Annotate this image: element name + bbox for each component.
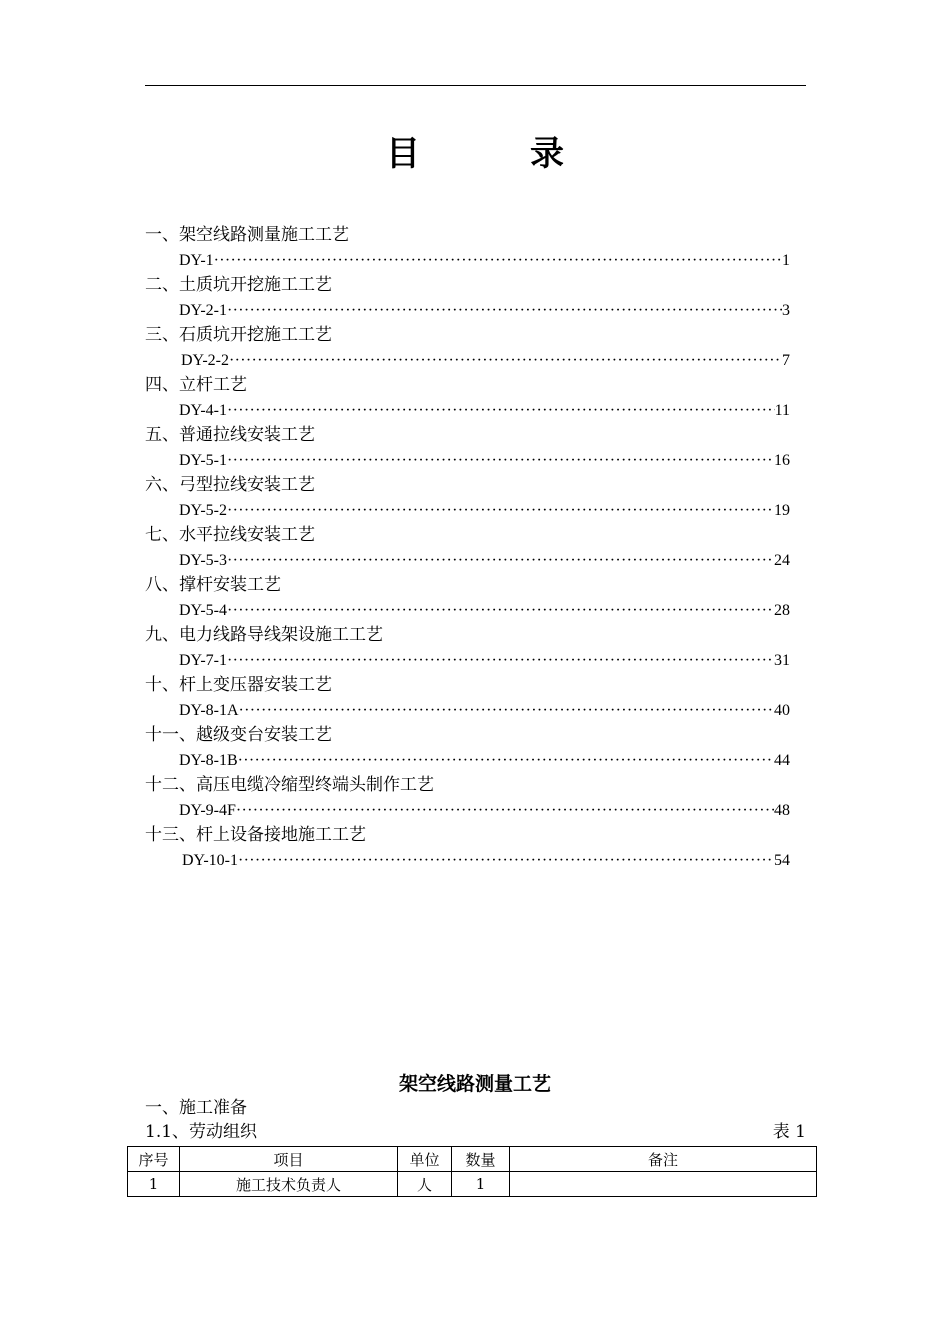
toc-heading: 二、土质坑开挖施工工艺 (145, 275, 332, 295)
toc-code-line (145, 248, 790, 273)
toc-entry[interactable] (145, 223, 790, 273)
table-header-row (128, 1147, 817, 1172)
toc-entry[interactable] (145, 723, 790, 773)
toc-leader-dots (214, 248, 782, 273)
table-cell: 施工技术负责人 (180, 1172, 398, 1197)
toc-heading: 十二、高压电缆冷缩型终端头制作工艺 (145, 775, 434, 795)
toc-page-number: 31 (774, 652, 790, 669)
toc-entry[interactable] (145, 423, 790, 473)
toc-leader-dots (238, 848, 774, 873)
toc-code: DY-4-1 (179, 402, 227, 419)
toc-heading: 十三、杆上设备接地施工工艺 (145, 825, 366, 845)
table-cell: 人 (398, 1172, 452, 1197)
toc-heading: 五、普通拉线安装工艺 (145, 425, 315, 445)
toc-code-line (145, 848, 790, 873)
toc-page-number: 11 (774, 402, 790, 419)
toc-heading: 八、撑杆安装工艺 (145, 575, 281, 595)
toc-heading: 十、杆上变压器安装工艺 (145, 675, 332, 695)
toc-code-line (145, 648, 790, 673)
toc-leader-dots (236, 798, 774, 823)
toc-entry[interactable] (145, 773, 790, 823)
toc-code-line (145, 298, 790, 323)
table-cell (510, 1172, 817, 1197)
toc-code-line (145, 398, 790, 423)
toc-heading: 十一、越级变台安装工艺 (145, 725, 332, 745)
toc-leader-dots (238, 748, 774, 773)
toc-code-line (145, 348, 790, 373)
toc-entry[interactable] (145, 523, 790, 573)
toc-entry[interactable] (145, 573, 790, 623)
toc-heading: 九、电力线路导线架设施工工艺 (145, 625, 383, 645)
toc-code-line (145, 448, 790, 473)
toc-page-number: 28 (774, 602, 790, 619)
toc-leader-dots (227, 498, 774, 523)
toc-code-line (145, 698, 790, 723)
toc-page-number: 1 (782, 252, 790, 269)
toc-code: DY-2-1 (179, 302, 227, 319)
table-cell: 1 (452, 1172, 510, 1197)
toc-code-line (145, 548, 790, 573)
table-cell: 1 (128, 1172, 180, 1197)
toc-leader-dots (227, 598, 774, 623)
toc-title: 目 录 (386, 134, 602, 174)
toc-page-number: 16 (774, 452, 790, 469)
toc-heading: 三、石质坑开挖施工工艺 (145, 325, 332, 345)
toc-entry[interactable] (145, 323, 790, 373)
toc-leader-dots (227, 398, 775, 423)
toc-page-number: 19 (774, 502, 790, 519)
column-header: 单位 (398, 1147, 452, 1172)
subsection-heading: 一、施工准备 (145, 1098, 247, 1118)
toc-code-line (145, 598, 790, 623)
toc-code-line (145, 498, 790, 523)
toc-code: DY-9-4F (179, 802, 236, 819)
column-header: 备注 (510, 1147, 817, 1172)
toc-code: DY-5-1 (179, 452, 227, 469)
toc-page-number: 7 (782, 352, 790, 369)
toc-entry[interactable] (145, 673, 790, 723)
column-header: 数量 (452, 1147, 510, 1172)
toc-leader-dots (227, 448, 774, 473)
toc-leader-dots (239, 698, 774, 723)
toc-code: DY-8-1A (179, 702, 239, 719)
toc-code: DY-5-2 (179, 502, 227, 519)
table-row (128, 1172, 817, 1197)
toc-heading: 六、弓型拉线安装工艺 (145, 475, 315, 495)
toc-page-number: 48 (774, 802, 790, 819)
toc-heading: 四、立杆工艺 (145, 375, 247, 395)
toc-code: DY-5-4 (179, 602, 227, 619)
toc-leader-dots (227, 548, 774, 573)
toc-code: DY-7-1 (179, 652, 227, 669)
toc-heading: 七、水平拉线安装工艺 (145, 525, 315, 545)
toc-page-number: 24 (774, 552, 790, 569)
toc-page-number: 54 (774, 852, 790, 869)
toc-leader-dots (227, 298, 782, 323)
column-header: 项目 (180, 1147, 398, 1172)
toc-page-number: 40 (774, 702, 790, 719)
toc-entry[interactable] (145, 823, 790, 873)
section-title: 架空线路测量工艺 (398, 1073, 551, 1095)
table-label: 表 1 (772, 1122, 806, 1142)
toc-code: DY-5-3 (179, 552, 227, 569)
toc-code-line (145, 748, 790, 773)
toc-entry[interactable] (145, 623, 790, 673)
labor-organization-table (127, 1146, 817, 1197)
toc-leader-dots (229, 348, 782, 373)
toc-leader-dots (227, 648, 774, 673)
toc-entry[interactable] (145, 473, 790, 523)
header-rule (145, 85, 806, 86)
subsection-line (145, 1120, 806, 1144)
toc-code: DY-8-1B (179, 752, 238, 769)
toc-heading: 一、架空线路测量施工工艺 (145, 225, 349, 245)
toc-code-line (145, 798, 790, 823)
toc-code: DY-2-2 (181, 352, 229, 369)
toc-code: DY-10-1 (182, 852, 238, 869)
toc-code: DY-1 (179, 252, 214, 269)
table-of-contents (145, 223, 790, 873)
subsection-subheading: 1.1、劳动组织 (145, 1122, 258, 1142)
toc-page-number: 3 (782, 302, 790, 319)
toc-entry[interactable] (145, 373, 790, 423)
toc-entry[interactable] (145, 273, 790, 323)
toc-page-number: 44 (774, 752, 790, 769)
column-header: 序号 (128, 1147, 180, 1172)
